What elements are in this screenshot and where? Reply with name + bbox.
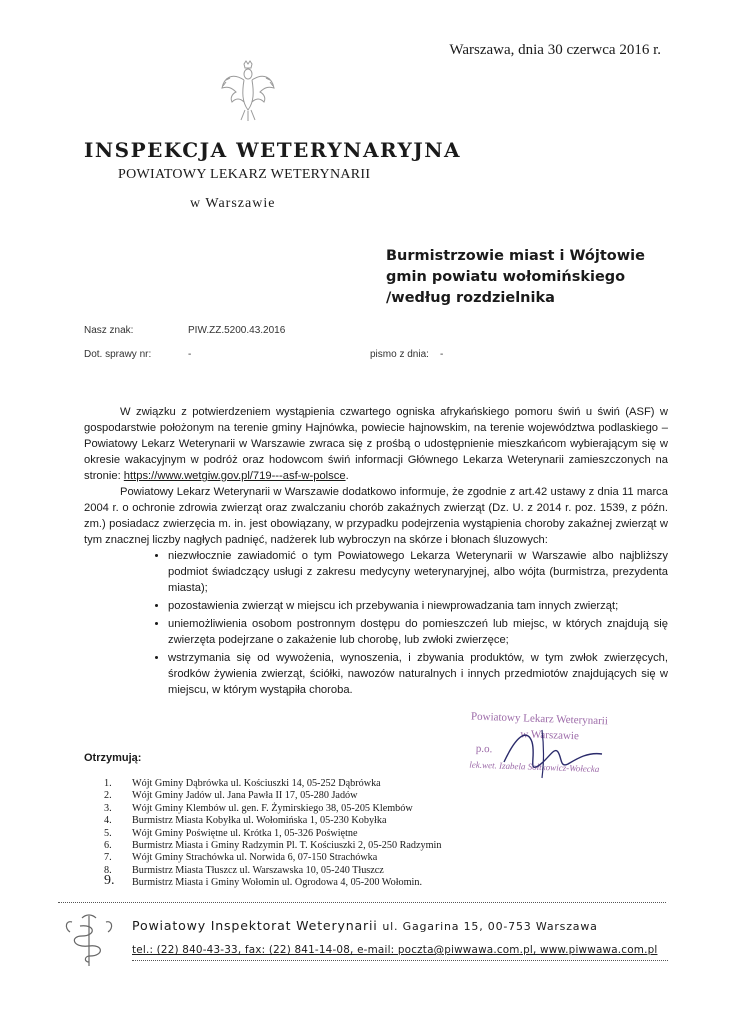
handwritten-signature <box>498 722 608 782</box>
list-item: • niezwłocznie zawiadomić o tym Powiatowego Lekarza Weterynarii w Warszawie albo najbliższy podmiot świadczący usługi z zakresu medycyny weterynaryjnej, albo wójta (burmistrza, prezydenta miasta); <box>168 548 668 596</box>
recipients-list <box>104 778 441 890</box>
item-text: Burmistrz Miasta i Gminy Wołomin ul. Ogrodowa 4, 05-200 Wołomin. <box>132 877 423 889</box>
item-text: Wójt Gminy Strachówka ul. Norwida 6, 07-150 Strachówka <box>132 852 378 864</box>
list-item <box>104 790 441 802</box>
recipients-title: Otrzymują: <box>84 752 142 764</box>
list-item <box>104 852 441 864</box>
stamp-line: Powiatowy Lekarz Weterynarii <box>470 710 609 728</box>
item-text: Wójt Gminy Klembów ul. gen. F. Żymirskiego 38, 05-205 Klembów <box>132 802 413 814</box>
letter-date-label: pismo z dnia: <box>370 349 429 360</box>
item-number: 2. <box>104 790 112 802</box>
letter-body <box>84 404 668 700</box>
case-number-value: - <box>188 349 192 360</box>
place-date: Warszawa, dnia 30 czerwca 2016 r. <box>449 42 661 58</box>
addressee-block <box>386 246 645 309</box>
item-number: 4. <box>104 815 112 827</box>
list-item <box>104 815 441 827</box>
footer-address: ul. Gagarina 15, 00-753 Warszawa <box>382 920 598 933</box>
our-ref-label: Nasz znak: <box>84 325 134 336</box>
letter-date-value: - <box>440 349 444 360</box>
list-item <box>104 865 441 877</box>
item-number: 8. <box>104 864 112 876</box>
paragraph-2: Powiatowy Lekarz Weterynarii w Warszawie dodatkowo informuje, że zgodnie z art.42 ustawy z dnia 11 marca 2004 r. o ochronie zdrowia zwierząt oraz zwalczaniu chorób zakaźnych zwierząt (Dz. U. z 2014 r. poz. 1539, z późn. zm.) posiadacz zwierzęcia m. in. jest obowiązany, w przypadku podejrzenia wystąpienia choroby zakaźnej zwierząt w tym znacznej liczby nagłych padnięć, nadżerek lub wybroczyn na skórze i błonach śluzowych: <box>84 486 668 546</box>
veterinary-caduceus-icon <box>60 910 118 970</box>
paragraph-1-text: W związku z potwierdzeniem wystąpienia czwartego ogniska afrykańskiego pomoru świń u świń (ASF) w gospodarstwie położonym na terenie gminy Hajnówka, powiecie hajnowskim, na terenie województwa podlaskiego – Powiatowy Lekarz Weterynarii w Warszawie zwraca się z prośbą o udostępnienie mieszkańcom wybierającym się w okresie wakacyjnym w podróż oraz hodowcom świń informacji Głównego Lekarza Weterynarii zamieszczonych na stronie: <box>84 406 668 482</box>
item-text: Wójt Gminy Jadów ul. Jana Pawła II 17, 05-280 Jadów <box>132 790 358 802</box>
case-number-label: Dot. sprawy nr: <box>84 349 152 360</box>
polish-eagle-icon <box>218 58 278 124</box>
footer-contacts <box>132 944 657 956</box>
paragraph-1-end: . <box>345 470 349 482</box>
office-city: w Warszawie <box>190 196 276 211</box>
our-ref-value: PIW.ZZ.5200.43.2016 <box>188 325 286 336</box>
footer-underline <box>132 960 668 961</box>
item-number: 9. <box>104 873 115 889</box>
list-item <box>104 840 441 852</box>
asf-info-link[interactable]: https://www.wetgiw.gov.pl/719---asf-w-polsce <box>123 470 346 482</box>
item-text: Wójt Gminy Poświętne ul. Krótka 1, 05-326 Poświętne <box>132 827 358 839</box>
footer-inspectorate <box>132 918 598 933</box>
list-item <box>104 873 441 889</box>
item-number: 7. <box>104 852 112 864</box>
addressee-line: /według rozdzielnika <box>386 290 555 306</box>
item-text: Wójt Gminy Dąbrówka ul. Kościuszki 14, 05-252 Dąbrówka <box>132 778 381 789</box>
item-number: 3. <box>104 802 112 814</box>
obligations-list <box>84 548 668 698</box>
item-number: 5. <box>104 827 112 839</box>
item-number: 6. <box>104 840 112 852</box>
office-name: POWIATOWY LEKARZ WETERYNARII <box>118 167 371 182</box>
stamp-line: w Warszawie <box>520 728 580 743</box>
contact-links[interactable]: tel.: (22) 840-43-33, fax: (22) 841-14-08, e-mail: poczta@piwwawa.com.pl, www.piwwawa.com.pl <box>132 944 658 956</box>
item-text: Burmistrz Miasta i Gminy Radzymin Pl. T. Kościuszki 2, 05-250 Radzymin <box>132 840 442 852</box>
footer-name: Powiatowy Inspektorat Weterynarii <box>132 918 378 933</box>
list-item <box>104 828 441 840</box>
list-item <box>104 803 441 815</box>
paragraph-1 <box>84 404 668 484</box>
list-item: • wstrzymania się od wywożenia, wynoszenia, i zbywania produktów, w tym zwłok zwierzęcych, środków żywienia zwierząt, ściółki, nawozów naturalnych i innych przedmiotów znajdujących się w miejscu, w którym wystąpiła choroba. <box>168 650 668 698</box>
item-text: Burmistrz Miasta Kobyłka ul. Wołomińska 1, 05-230 Kobyłka <box>132 815 387 827</box>
stamp-line: lek.wet. Izabela Sołtkowicz-Wołecka <box>469 759 600 775</box>
item-text: Burmistrz Miasta Tłuszcz ul. Warszawska 10, 05-240 Tłuszcz <box>132 864 384 876</box>
list-item <box>104 778 441 790</box>
institution-name: INSPEKCJA WETERYNARYJNA <box>84 138 462 162</box>
stamp-line: p.o. <box>475 742 493 756</box>
footer-divider <box>58 902 666 903</box>
addressee-line: gmin powiatu wołomińskiego <box>386 269 626 285</box>
item-number: 1. <box>104 778 112 789</box>
addressee-line: Burmistrzowie miast i Wójtowie <box>386 248 645 264</box>
list-item: • uniemożliwienia osobom postronnym dostępu do pomieszczeń lub miejsc, w których znajdują się zwierzęta podejrzane o zakażenie lub chorobę, lub zwłoki zwierzęce; <box>168 616 668 648</box>
list-item: • pozostawienia zwierząt w miejscu ich przebywania i niewprowadzania tam innych zwierząt; <box>168 598 668 614</box>
